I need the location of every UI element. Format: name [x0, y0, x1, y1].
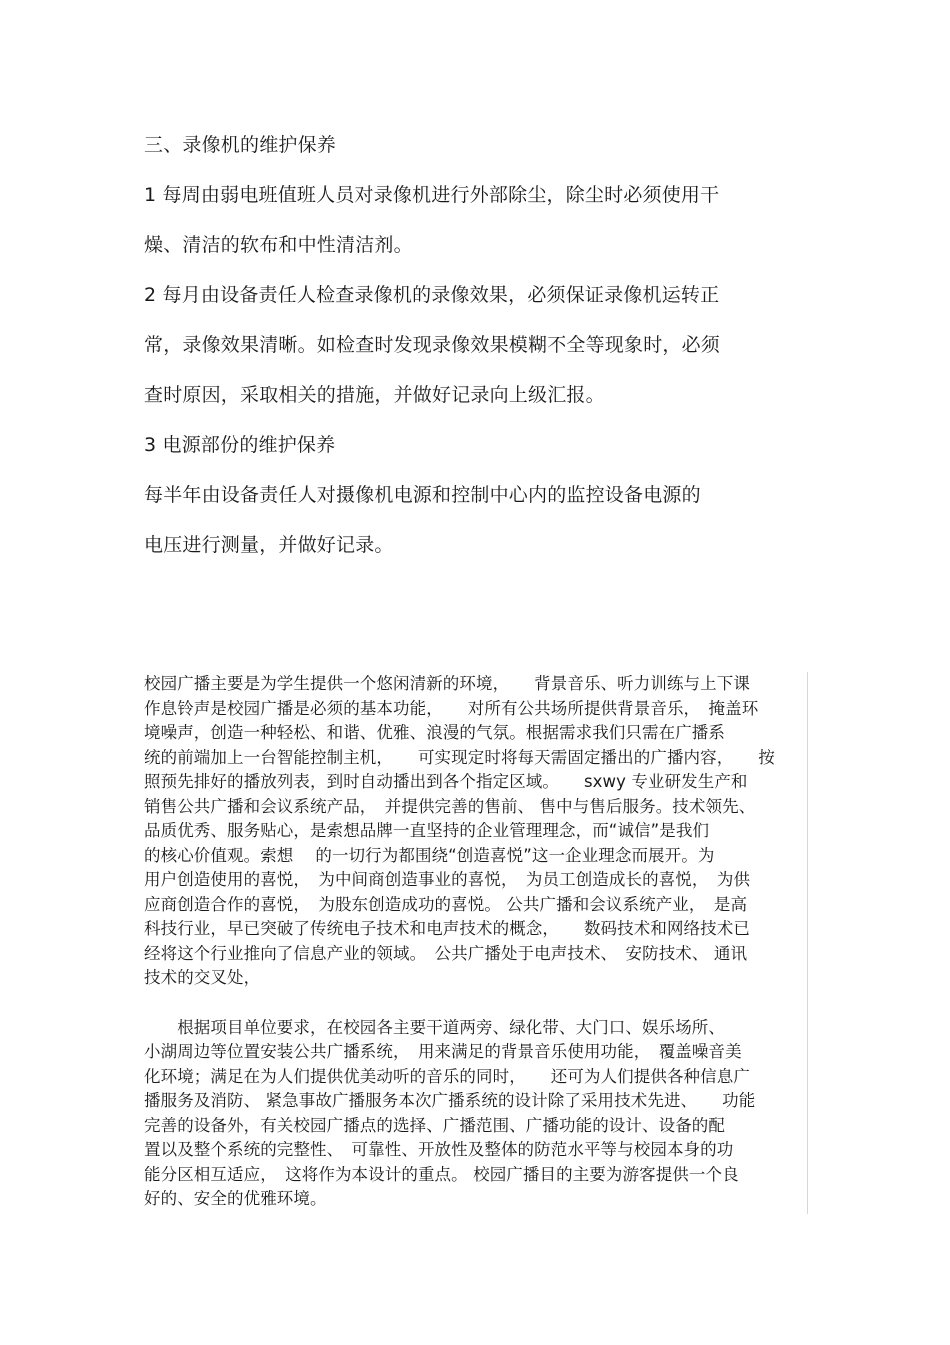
- maintenance-section: [144, 128, 804, 578]
- text-line: 应商创造合作的喜悦， 为股东创造成功的喜悦。 公共广播和会议系统产业， 是高: [144, 894, 748, 914]
- text-line: 的核心价值观。索想 的一切行为都围绕“创造喜悦”这一企业理念而展开。为: [144, 845, 715, 865]
- text-line: 用户创造使用的喜悦， 为中间商创造事业的喜悦， 为员工创造成长的喜悦， 为供: [144, 870, 751, 889]
- text-line: 科技行业，早已突破了传统电子技术和电声技术的概念， 数码技术和网络技术已: [144, 919, 750, 938]
- text-line: 品质优秀、服务贴心，是索想品牌一直坚持的企业管理理念，而“诚信”是我们: [144, 821, 710, 840]
- text-line: 照预先排好的播放列表，到时自动播出到各个指定区域。 sxwy 专业研发生产和: [144, 772, 748, 791]
- broadcast-section: [144, 672, 808, 1212]
- text-line: 1 每周由弱电班值班人员对录像机进行外部除尘，除尘时必须使用干: [144, 184, 720, 206]
- broadcast-paragraph-1: [144, 672, 808, 991]
- text-line: 作息铃声是校园广播是必须的基本功能， 对所有公共场所提供背景音乐， 掩盖环: [144, 698, 759, 718]
- text-line: 每半年由设备责任人对摄像机电源和控制中心内的监控设备电源的: [144, 484, 701, 506]
- text-line: 销售公共广播和会议系统产品， 并提供完善的售前、 售中与售后服务。技术领先、: [144, 796, 756, 816]
- text-line: 查时原因，采取相关的措施，并做好记录向上级汇报。: [144, 384, 605, 406]
- text-line: 根据项目单位要求，在校园各主要干道两旁、绿化带、大门口、娱乐场所、: [144, 1017, 725, 1037]
- broadcast-paragraph-2: [144, 1016, 808, 1212]
- text-line: 化环境；满足在为人们提供优美动听的音乐的同时， 还可为人们提供各种信息广: [144, 1066, 750, 1086]
- text-line: 置以及整个系统的完整性、 可靠性、开放性及整体的防范水平等与校园本身的功: [144, 1140, 734, 1159]
- text-line: 经将这个行业推向了信息产业的领域。 公共广播处于电声技术、 安防技术、 通讯: [144, 943, 748, 963]
- text-line: 技术的交叉处，: [144, 968, 261, 987]
- section-heading: 三、录像机的维护保养: [144, 134, 337, 156]
- text-line: 播服务及消防、 紧急事故广播服务本次广播系统的设计除了采用技术先进、 功能: [144, 1091, 756, 1110]
- paragraph-gap: [144, 991, 808, 1016]
- text-line: 电压进行测量，并做好记录。: [144, 534, 394, 556]
- text-line: 好的、安全的优雅环境。: [144, 1189, 327, 1208]
- subsection-heading: 3 电源部份的维护保养: [144, 434, 336, 456]
- text-line: 境噪声，创造一种轻松、和谐、优雅、浪漫的气氛。根据需求我们只需在广播系: [144, 723, 725, 742]
- text-line: 完善的设备外，有关校园广播点的选择、广播范围、广播功能的设计、设备的配: [144, 1115, 725, 1135]
- text-line: 校园广播主要是为学生提供一个悠闲清新的环境， 背景音乐、听力训练与上下课: [144, 674, 750, 693]
- text-line: 常，录像效果清晰。如检查时发现录像效果模糊不全等现象时，必须: [144, 334, 721, 356]
- text-line: 小湖周边等位置安装公共广播系统， 用来满足的背景音乐使用功能， 覆盖噪音美: [144, 1042, 742, 1061]
- text-line: 燥、清洁的软布和中性清洁剂。: [144, 234, 413, 256]
- text-line: 能分区相互适应， 这将作为本设计的重点。 校园广播目的主要为游客提供一个良: [144, 1164, 739, 1184]
- text-line: 统的前端加上一台智能控制主机， 可实现定时将每天需固定播出的广播内容， 按: [144, 747, 775, 767]
- text-line: 2 每月由设备责任人检查录像机的录像效果，必须保证录像机运转正: [144, 284, 720, 306]
